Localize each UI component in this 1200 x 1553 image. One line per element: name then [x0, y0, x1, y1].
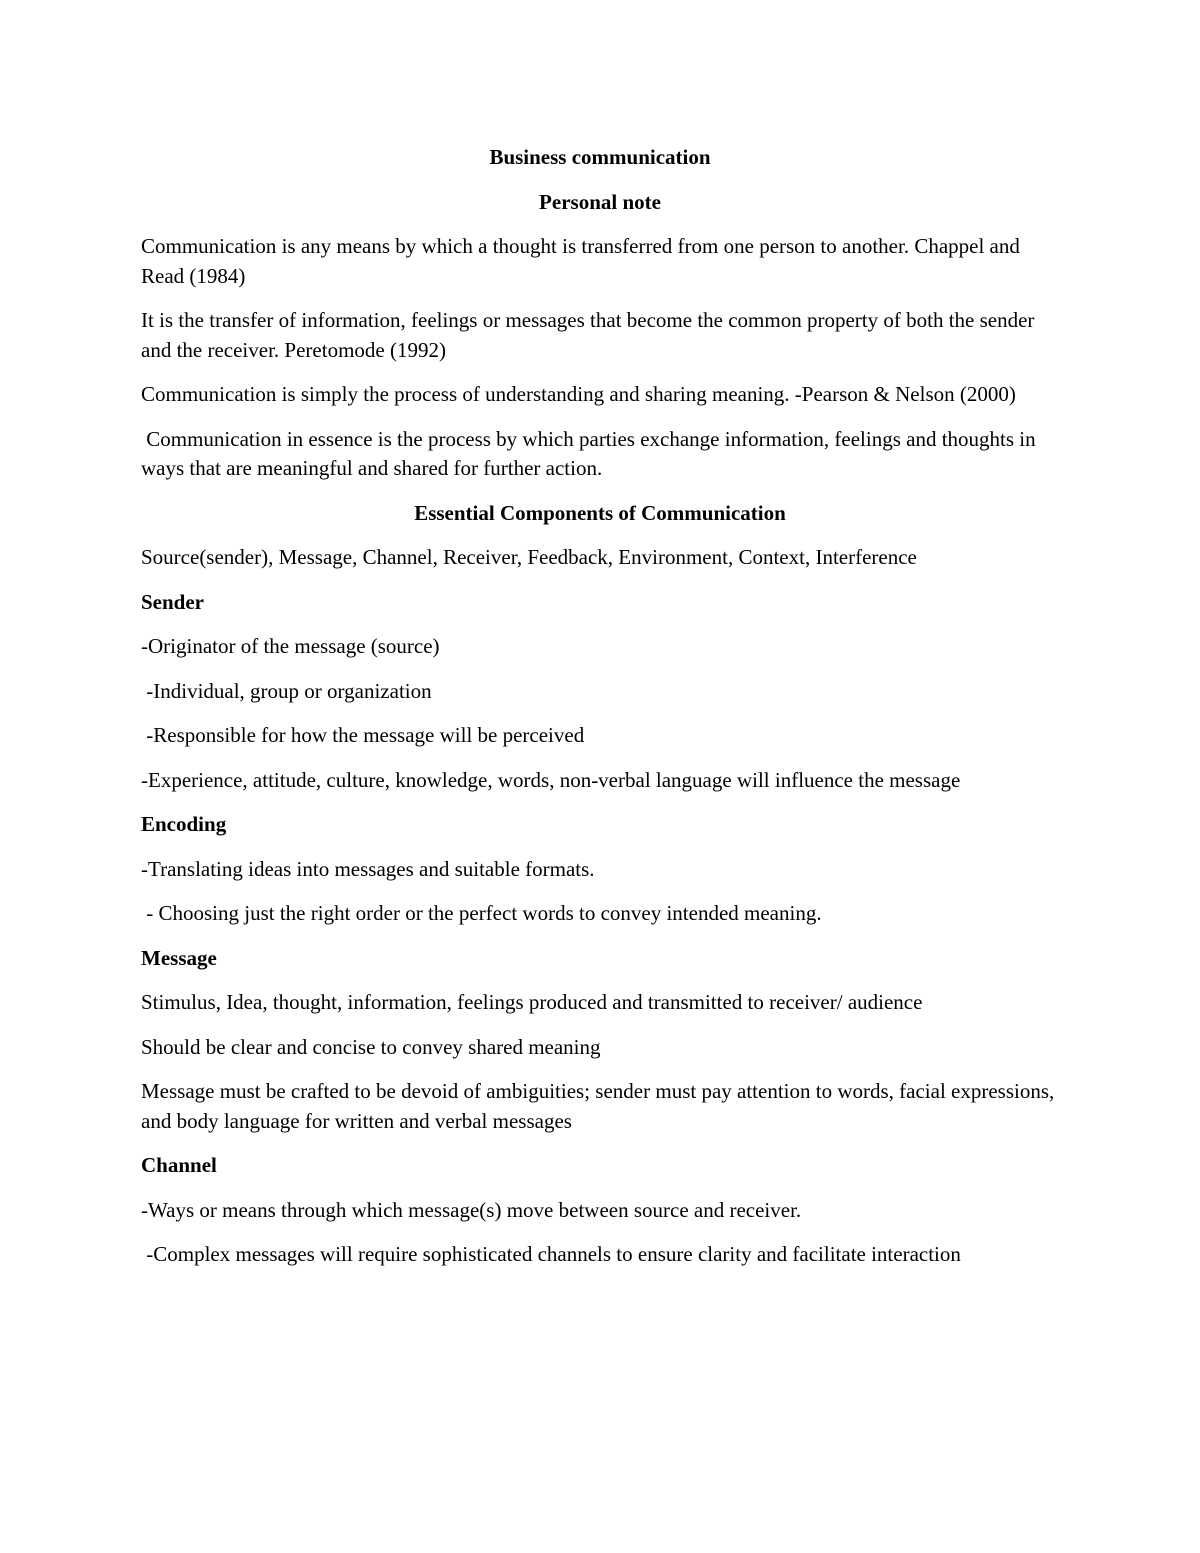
message-point: Message must be crafted to be devoid of ambiguities; sender must pay attention to words, facial expressions, and body language for written and verbal messages — [141, 1079, 1055, 1133]
definition-paragraph: It is the transfer of information, feelings or messages that become the common property of both the sender and the receiver. Peretomode (1992) — [141, 308, 1035, 362]
components-list: Source(sender), Message, Channel, Receiver, Feedback, Environment, Context, Interference — [141, 545, 917, 569]
section-heading-message: Message — [141, 945, 217, 970]
components-heading: Essential Components of Communication — [414, 500, 786, 525]
channel-point: -Complex messages will require sophisticated channels to ensure clarity and facilitate interaction — [141, 1242, 961, 1266]
encoding-point: - Choosing just the right order or the perfect words to convey intended meaning. — [141, 901, 822, 925]
message-point: Should be clear and concise to convey shared meaning — [141, 1034, 601, 1059]
section-heading-channel: Channel — [141, 1153, 217, 1177]
document-title: Business communication — [489, 145, 711, 169]
sender-point: -Experience, attitude, culture, knowledge, words, non-verbal language will influence the message — [141, 767, 961, 792]
sender-point: -Responsible for how the message will be perceived — [141, 723, 585, 747]
definition-paragraph: Communication is any means by which a thought is transferred from one person to another. Chappel and Read (1984) — [141, 234, 1020, 288]
sender-point: -Originator of the message (source) — [141, 634, 440, 658]
channel-point: -Ways or means through which message(s) move between source and receiver. — [141, 1197, 802, 1222]
document-body — [141, 143, 1059, 1285]
section-heading-encoding: Encoding — [141, 812, 227, 836]
section-heading-sender: Sender — [141, 589, 204, 614]
definition-paragraph: Communication in essence is the process by which parties exchange information, feelings and thoughts in ways that are meaningful and shared for further action. — [141, 426, 1041, 480]
message-point: Stimulus, Idea, thought, information, feelings produced and transmitted to receiver/ audience — [141, 990, 923, 1014]
definition-paragraph: Communication is simply the process of understanding and sharing meaning. -Pearson & Nelson (2000) — [141, 382, 1016, 406]
encoding-point: -Translating ideas into messages and suitable formats. — [141, 856, 595, 881]
sender-point: -Individual, group or organization — [141, 678, 432, 703]
document-subtitle: Personal note — [539, 189, 661, 214]
